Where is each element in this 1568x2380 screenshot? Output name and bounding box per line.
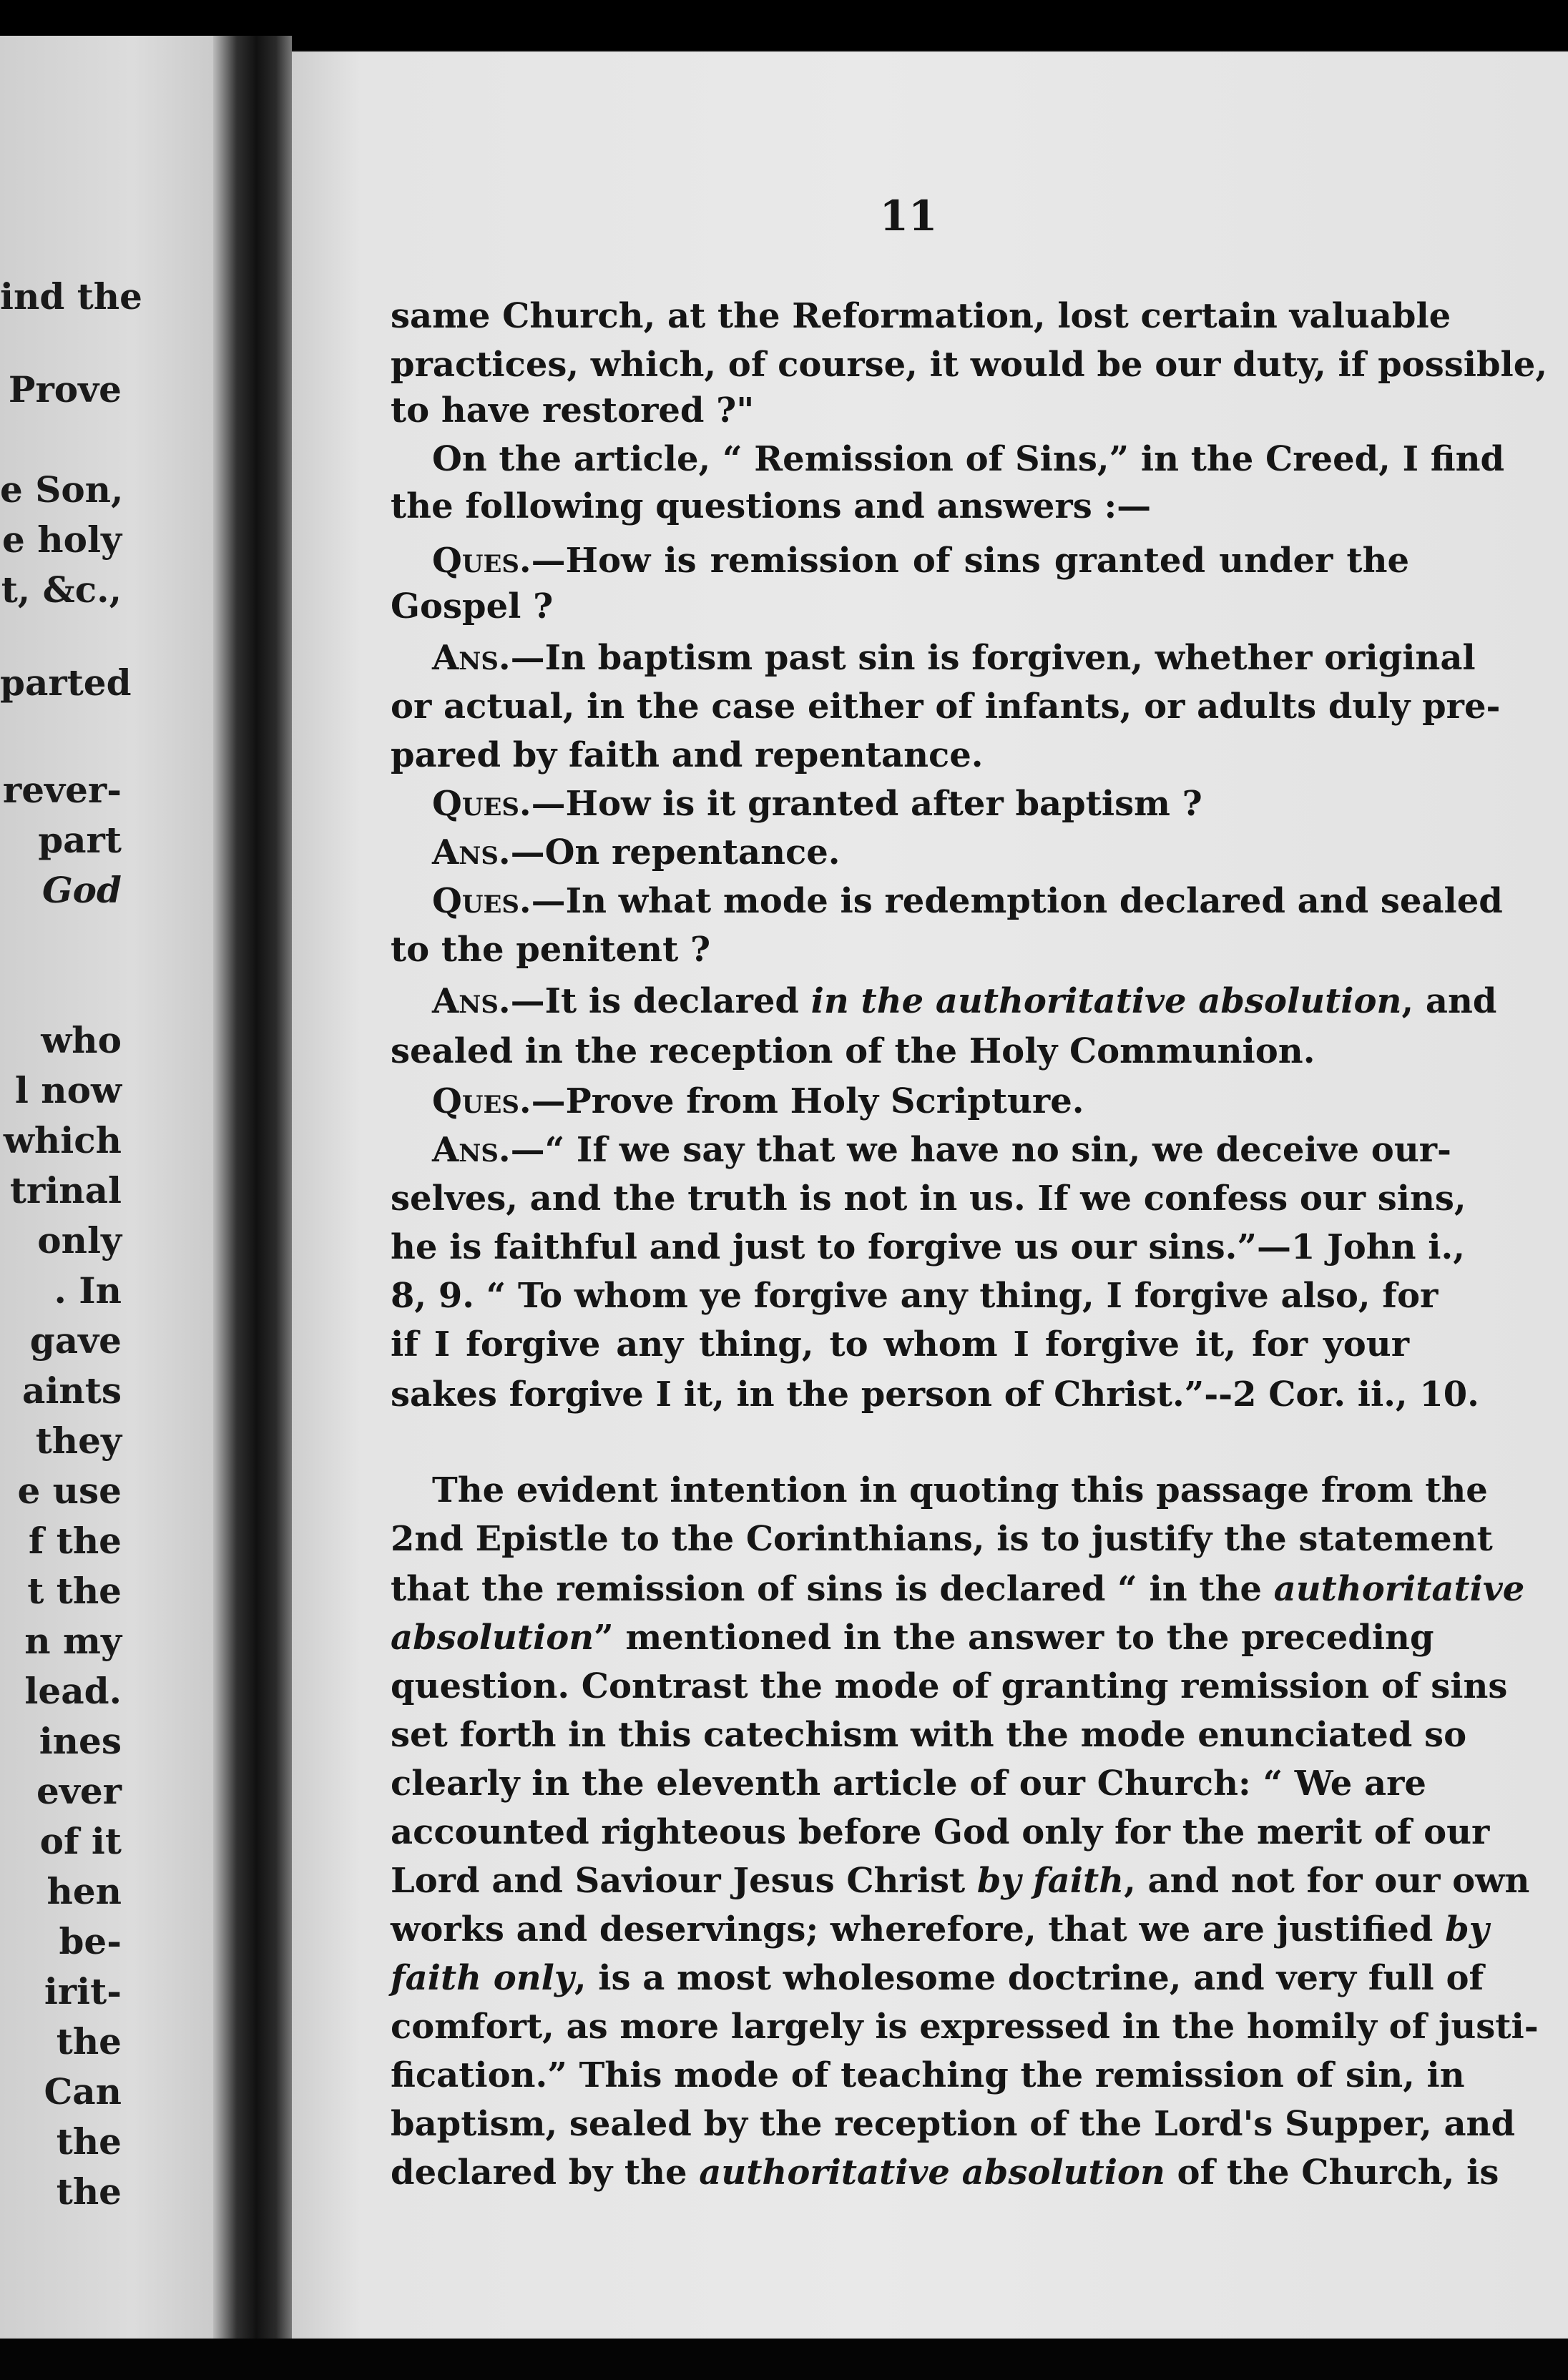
text-line bbox=[391, 2150, 1499, 2195]
line-text: —In baptism past sin is forgiven, whether original bbox=[510, 638, 1476, 678]
speaker-label: Ques. bbox=[432, 1081, 531, 1121]
speaker-label: Ans. bbox=[432, 832, 511, 872]
text-line bbox=[391, 1176, 1466, 1221]
text-line bbox=[391, 1858, 1530, 1904]
text-line bbox=[391, 1663, 1508, 1709]
text-line bbox=[432, 1078, 1409, 1124]
text-line bbox=[391, 1955, 1484, 2001]
text-line bbox=[391, 1372, 1479, 1417]
text-line bbox=[391, 2101, 1515, 2147]
text-line bbox=[391, 1566, 1525, 1612]
left-page-fragment: l now bbox=[14, 1069, 122, 1111]
left-page-fragment: Prove bbox=[8, 368, 122, 410]
speaker-label: Ans. bbox=[432, 981, 511, 1021]
text-line bbox=[391, 2004, 1539, 2050]
line-text: or actual, in the case either of infants, or adults duly pre- bbox=[391, 687, 1501, 727]
line-text: —It is declared bbox=[510, 981, 811, 1021]
line-text: —Prove from Holy Scripture. bbox=[531, 1081, 1084, 1121]
left-page-fragment: lead. bbox=[24, 1670, 122, 1712]
line-text: , and bbox=[1401, 981, 1497, 1021]
line-text: selves, and the truth is not in us. If we confess our sins, bbox=[391, 1179, 1466, 1219]
italic-text: in the authoritative absolution bbox=[810, 981, 1402, 1021]
left-page-fragment: be- bbox=[59, 1920, 122, 1962]
left-page-fragment: rever- bbox=[2, 769, 122, 811]
left-page-fragment: trinal bbox=[9, 1169, 122, 1211]
left-page-fragment: e Son, bbox=[0, 468, 124, 511]
left-page-fragment: ever bbox=[36, 1770, 122, 1812]
left-page-fragment: ines bbox=[39, 1720, 122, 1762]
speaker-label: Ques. bbox=[432, 881, 531, 921]
line-text: , and not for our own bbox=[1124, 1861, 1530, 1901]
line-text: On the article, “ Remission of Sins,” in the Creed, I find bbox=[432, 439, 1505, 479]
line-text: declared by the bbox=[391, 2153, 700, 2193]
scan-border-bottom bbox=[0, 2339, 1568, 2380]
text-line bbox=[432, 1127, 1451, 1173]
left-page-fragment: the bbox=[56, 2120, 122, 2163]
left-page-fragment: ind the bbox=[0, 275, 142, 318]
left-page-fragment: gave bbox=[29, 1319, 122, 1362]
text-line bbox=[391, 1273, 1439, 1319]
line-text: works and deservings; wherefore, that we are justified bbox=[391, 1909, 1446, 1949]
left-page-fragment: who bbox=[41, 1019, 122, 1061]
italic-text: by faith bbox=[976, 1861, 1124, 1901]
left-page-fragment: part bbox=[38, 819, 122, 861]
italic-text: authoritative bbox=[1273, 1569, 1525, 1609]
line-text: pared by faith and repentance. bbox=[391, 735, 984, 775]
left-page-fragment: e use bbox=[17, 1470, 122, 1512]
left-page-fragment: the bbox=[56, 2020, 122, 2062]
left-page-fragment: f the bbox=[28, 1520, 122, 1562]
text-line bbox=[391, 293, 1451, 339]
left-page-fragment: parted bbox=[0, 662, 132, 704]
italic-text: faith only bbox=[391, 1958, 574, 1998]
italic-text: authoritative absolution bbox=[699, 2153, 1165, 2193]
text-line bbox=[432, 538, 1409, 584]
left-page-fragment: only bbox=[37, 1219, 122, 1262]
line-text: comfort, as more largely is expressed in the homily of justi- bbox=[391, 2007, 1539, 2047]
page-number: 11 bbox=[879, 192, 938, 240]
line-text: Gospel ? bbox=[391, 586, 554, 626]
text-line bbox=[391, 2052, 1465, 2098]
text-line bbox=[391, 1809, 1490, 1855]
left-page-fragment: they bbox=[35, 1420, 122, 1462]
line-text: the following questions and answers :— bbox=[391, 486, 1152, 526]
line-text: Lord and Saviour Jesus Christ bbox=[391, 1861, 977, 1901]
left-page-fragment: the bbox=[56, 2170, 122, 2213]
left-page-fragment: Can bbox=[44, 2070, 122, 2113]
text-line bbox=[391, 684, 1501, 729]
line-text: clearly in the eleventh article of our Church: “ We are bbox=[391, 1764, 1426, 1804]
speaker-label: Ans. bbox=[432, 638, 511, 678]
line-text: that the remission of sins is declared “ in the bbox=[391, 1569, 1274, 1609]
text-line bbox=[432, 830, 1409, 875]
line-text: , is a most wholesome doctrine, and very full of bbox=[574, 1958, 1484, 1998]
line-text: The evident intention in quoting this passage from the bbox=[432, 1470, 1488, 1510]
text-line bbox=[432, 635, 1476, 681]
text-line bbox=[391, 1712, 1467, 1758]
speaker-label: Ques. bbox=[432, 541, 531, 581]
text-line bbox=[432, 781, 1409, 827]
text-line bbox=[391, 388, 1409, 433]
text-line bbox=[391, 1907, 1489, 1952]
book-gutter bbox=[213, 36, 292, 2353]
line-text: if I forgive any thing, to whom I forgive it, for your bbox=[391, 1324, 1409, 1364]
line-text: question. Contrast the mode of granting remission of sins bbox=[391, 1666, 1508, 1706]
line-text: 8, 9. “ To whom ye forgive any thing, I forgive also, for bbox=[391, 1276, 1439, 1316]
line-text: practices, which, of course, it would be our duty, if possible, bbox=[391, 345, 1548, 385]
text-line bbox=[391, 483, 1409, 529]
left-page-fragment: . In bbox=[54, 1269, 122, 1312]
line-text: —On repentance. bbox=[510, 832, 841, 872]
left-page-fragment: n my bbox=[24, 1620, 122, 1662]
line-text: 2nd Epistle to the Corinthians, is to justify the statement bbox=[391, 1519, 1493, 1559]
line-text: he is faithful and just to forgive us our sins.”—1 John i., bbox=[391, 1227, 1465, 1267]
left-page-fragment: irit- bbox=[44, 1970, 122, 2012]
text-line bbox=[391, 1761, 1426, 1806]
line-text: —“ If we say that we have no sin, we deceive our- bbox=[510, 1130, 1451, 1170]
text-line bbox=[391, 1224, 1465, 1270]
left-page-fragment: hen bbox=[46, 1870, 122, 1912]
left-page-fragment: of it bbox=[39, 1820, 122, 1862]
line-text: to the penitent ? bbox=[391, 930, 711, 970]
line-text: ” mentioned in the answer to the preceding bbox=[594, 1618, 1434, 1658]
line-text: fication.” This mode of teaching the remission of sin, in bbox=[391, 2055, 1465, 2095]
line-text: —How is it granted after baptism ? bbox=[531, 784, 1202, 824]
line-text: —How is remission of sins granted under the bbox=[531, 541, 1409, 581]
italic-text: absolution bbox=[391, 1618, 594, 1658]
text-line bbox=[391, 1516, 1493, 1562]
text-line bbox=[391, 1028, 1409, 1074]
text-line bbox=[391, 342, 1548, 388]
line-text: to have restored ?" bbox=[391, 390, 755, 431]
left-page-fragment: aints bbox=[22, 1370, 122, 1412]
text-line bbox=[432, 1467, 1488, 1513]
speaker-label: Ques. bbox=[432, 784, 531, 824]
text-line bbox=[391, 732, 1409, 778]
text-line bbox=[391, 927, 1409, 973]
text-line bbox=[391, 584, 1409, 629]
speaker-label: Ans. bbox=[432, 1130, 511, 1170]
text-line bbox=[391, 1322, 1409, 1367]
italic-text: by bbox=[1445, 1909, 1489, 1949]
line-text: set forth in this catechism with the mode enunciated so bbox=[391, 1715, 1467, 1755]
line-text: of the Church, is bbox=[1165, 2153, 1499, 2193]
line-text: baptism, sealed by the reception of the Lord's Supper, and bbox=[391, 2104, 1515, 2144]
line-text: same Church, at the Reformation, lost certain valuable bbox=[391, 296, 1451, 336]
text-line bbox=[391, 1615, 1434, 1661]
line-text: accounted righteous before God only for the merit of our bbox=[391, 1812, 1490, 1852]
left-page-fragment: God bbox=[41, 869, 122, 911]
left-page-fragment: t, &c., bbox=[1, 569, 122, 611]
line-text: sealed in the reception of the Holy Communion. bbox=[391, 1031, 1315, 1071]
left-page-fragment: which bbox=[3, 1119, 122, 1161]
line-text: —In what mode is redemption declared and sealed bbox=[531, 881, 1503, 921]
left-page-fragment: t the bbox=[27, 1570, 122, 1612]
text-line bbox=[432, 878, 1503, 924]
line-text: sakes forgive I it, in the person of Christ.”--2 Cor. ii., 10. bbox=[391, 1375, 1479, 1415]
text-line bbox=[432, 978, 1497, 1024]
left-page-fragment: e holy bbox=[2, 518, 122, 561]
text-line bbox=[432, 436, 1505, 482]
